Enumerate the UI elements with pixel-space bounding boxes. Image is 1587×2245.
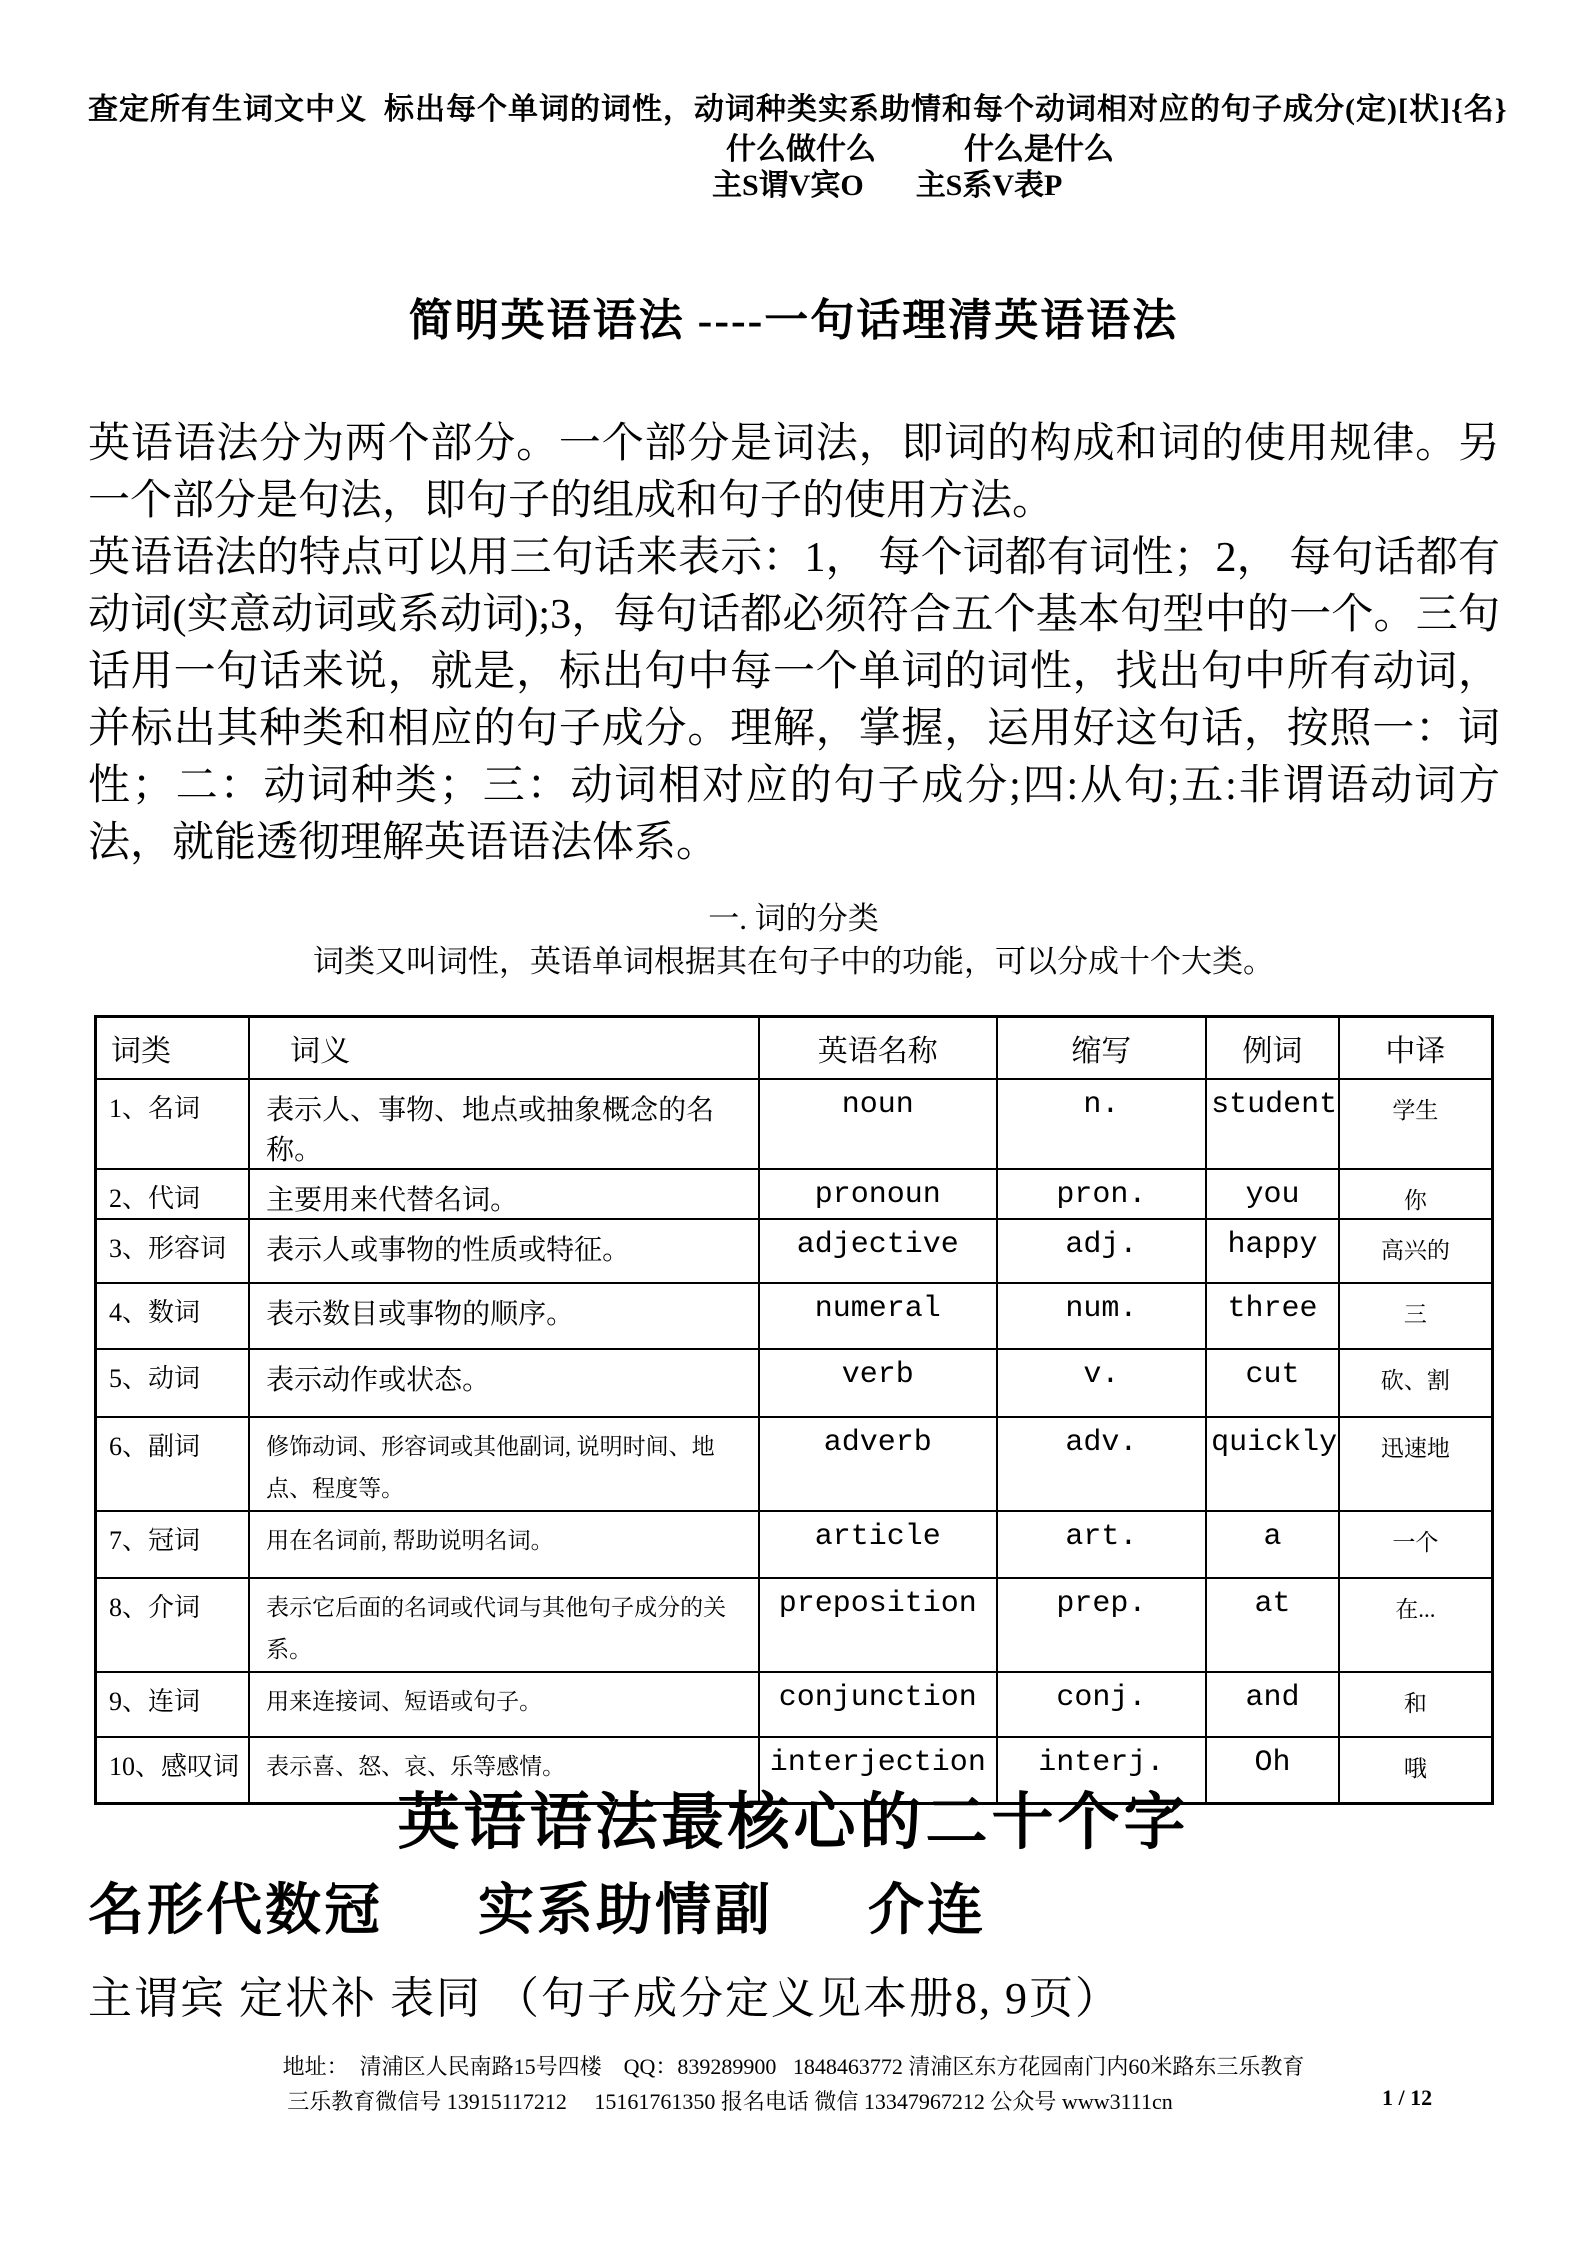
cell-word-class: 6、副词 <box>96 1417 250 1511</box>
cell-meaning: 表示喜、怒、哀、乐等感情。 <box>249 1737 759 1804</box>
cell-abbreviation: interj. <box>997 1737 1207 1804</box>
cell-meaning: 表示人或事物的性质或特征。 <box>249 1219 759 1283</box>
cell-translation: 迅速地 <box>1339 1417 1493 1511</box>
table-row-conjunction <box>96 1672 1493 1737</box>
cell-example: cut <box>1206 1349 1339 1417</box>
document-title: 简明英语语法 ----一句话理清英语语法 <box>408 296 1179 345</box>
cell-abbreviation: v. <box>997 1349 1207 1417</box>
table-row-numeral <box>96 1283 1493 1349</box>
cell-example: quickly <box>1206 1417 1339 1511</box>
cell-english-name: pronoun <box>759 1169 996 1219</box>
cell-abbreviation: num. <box>997 1283 1207 1349</box>
cell-english-name: preposition <box>759 1578 996 1672</box>
cell-word-class: 7、冠词 <box>96 1511 250 1578</box>
cell-word-class: 9、连词 <box>96 1672 250 1737</box>
cell-example: three <box>1206 1283 1339 1349</box>
table-row-adverb <box>96 1417 1493 1511</box>
table-header-row <box>96 1017 1493 1079</box>
cell-example: a <box>1206 1511 1339 1578</box>
table-row-verb <box>96 1349 1493 1417</box>
core-twenty-chars-groups <box>88 1866 986 1946</box>
cell-english-name: adjective <box>759 1219 996 1283</box>
cell-english-name: noun <box>759 1079 996 1169</box>
cell-word-class: 8、介词 <box>96 1578 250 1672</box>
core-group-verbs: 实系助情副 <box>478 1880 773 1942</box>
cell-meaning: 用在名词前, 帮助说明名词。 <box>249 1511 759 1578</box>
cell-example: and <box>1206 1672 1339 1737</box>
cell-meaning: 主要用来代替名词。 <box>249 1169 759 1219</box>
annotation-line-1: 查定所有生词文中义 标出每个单词的词性，动词种类实系助情和每个动词相对应的句子成分(定)[状]{名} <box>88 93 1508 126</box>
cell-translation: 哦 <box>1339 1737 1493 1804</box>
cell-example: at <box>1206 1578 1339 1672</box>
cell-translation: 三 <box>1339 1283 1493 1349</box>
cell-example: you <box>1206 1169 1339 1219</box>
cell-translation: 你 <box>1339 1169 1493 1219</box>
cell-abbreviation: conj. <box>997 1672 1207 1737</box>
cell-translation: 一个 <box>1339 1511 1493 1578</box>
table-row-adjective <box>96 1219 1493 1283</box>
table-row-pronoun <box>96 1169 1493 1219</box>
cell-abbreviation: n. <box>997 1079 1207 1169</box>
intro-paragraphs <box>88 416 1500 872</box>
core-group-nominals: 名形代数冠 <box>88 1880 383 1942</box>
cell-english-name: conjunction <box>759 1672 996 1737</box>
cell-word-class: 5、动词 <box>96 1349 250 1417</box>
cell-english-name: article <box>759 1511 996 1578</box>
table-row-preposition <box>96 1578 1493 1672</box>
intro-paragraph-2: 英语语法的特点可以用三句话来表示：1， 每个词都有词性；2， 每句话都有动词(实意动词或系动词);3，每句话都必须符合五个基本句型中的一个。三句话用一句话来说，就是，标出句中每一个单词的词性，找出句中所有动词，并标出其种类和相应的句子成分。理解，掌握，运用好这句话，按照一：词性；二：动词种类；三：动词相对应的句子成分;四:从句;五:非谓语动词方法，就能透彻理解英语语法体系。 <box>88 535 1500 866</box>
cell-abbreviation: adj. <box>997 1219 1207 1283</box>
cell-meaning: 表示它后面的名词或代词与其他句子成分的关系。 <box>249 1578 759 1672</box>
footer-address-line: 地址： 清浦区人民南路15号四楼 QQ：839289900 1848463772 清浦区东方花园南门内60米路东三乐教育 <box>282 2054 1305 2079</box>
cell-translation: 学生 <box>1339 1079 1493 1169</box>
cell-meaning: 表示数目或事物的顺序。 <box>249 1283 759 1349</box>
table-row-noun <box>96 1079 1493 1169</box>
cell-example: student <box>1206 1079 1339 1169</box>
table-row-article <box>96 1511 1493 1578</box>
col-header-word-class: 词类 <box>96 1017 250 1079</box>
cell-abbreviation: adv. <box>997 1417 1207 1511</box>
cell-word-class: 2、代词 <box>96 1169 250 1219</box>
annotation-svo-pattern: 主S谓V宾O <box>712 169 864 202</box>
section-subtitle: 词类又叫词性，英语单词根据其在句子中的功能，可以分成十个大类。 <box>313 944 1274 979</box>
col-header-abbreviation: 缩写 <box>997 1017 1207 1079</box>
col-header-example: 例词 <box>1206 1017 1339 1079</box>
core-group-connectors: 介连 <box>868 1880 986 1942</box>
annotation-what-does-what: 什么做什么 <box>726 133 876 166</box>
cell-word-class: 4、数词 <box>96 1283 250 1349</box>
section-heading: 一. 词的分类 <box>708 901 879 936</box>
col-header-english-name: 英语名称 <box>759 1017 996 1079</box>
cell-translation: 高兴的 <box>1339 1219 1493 1283</box>
col-header-meaning: 词义 <box>249 1017 759 1079</box>
cell-abbreviation: prep. <box>997 1578 1207 1672</box>
cell-example: Oh <box>1206 1737 1339 1804</box>
sentence-elements-line: 主谓宾 定状补 表同 （句子成分定义见本册8, 9页） <box>88 1974 1121 2023</box>
footer-contacts-line: 三乐教育微信号 13915117212 15161761350 报名电话 微信 13347967212 公众号 www3111cn <box>287 2089 1173 2114</box>
cell-english-name: numeral <box>759 1283 996 1349</box>
cell-meaning: 用来连接词、短语或句子。 <box>249 1672 759 1737</box>
col-header-translation: 中译 <box>1339 1017 1493 1079</box>
cell-translation: 在... <box>1339 1578 1493 1672</box>
cell-word-class: 3、形容词 <box>96 1219 250 1283</box>
cell-translation: 和 <box>1339 1672 1493 1737</box>
cell-english-name: verb <box>759 1349 996 1417</box>
cell-english-name: interjection <box>759 1737 996 1804</box>
cell-translation: 砍、割 <box>1339 1349 1493 1417</box>
cell-english-name: adverb <box>759 1417 996 1511</box>
cell-meaning: 修饰动词、形容词或其他副词, 说明时间、地点、程度等。 <box>249 1417 759 1511</box>
cell-word-class: 10、感叹词 <box>96 1737 250 1804</box>
word-classes-table <box>94 1015 1494 1805</box>
annotation-svp-pattern: 主S系V表P <box>915 169 1063 202</box>
cell-example: happy <box>1206 1219 1339 1283</box>
cell-meaning: 表示人、事物、地点或抽象概念的名称。 <box>249 1079 759 1169</box>
intro-paragraph-1: 英语语法分为两个部分。一个部分是词法，即词的构成和词的使用规律。另一个部分是句法，即句子的组成和句子的使用方法。 <box>88 421 1500 524</box>
cell-abbreviation: pron. <box>997 1169 1207 1219</box>
cell-word-class: 1、名词 <box>96 1079 250 1169</box>
page-number: 1 / 12 <box>1382 2085 1433 2110</box>
annotation-line-3 <box>712 160 1062 204</box>
cell-abbreviation: art. <box>997 1511 1207 1578</box>
annotation-what-is-what: 什么是什么 <box>964 133 1114 166</box>
cell-meaning: 表示动作或状态。 <box>249 1349 759 1417</box>
core-twenty-chars-heading: 英语语法最核心的二十个字 <box>397 1789 1190 1857</box>
